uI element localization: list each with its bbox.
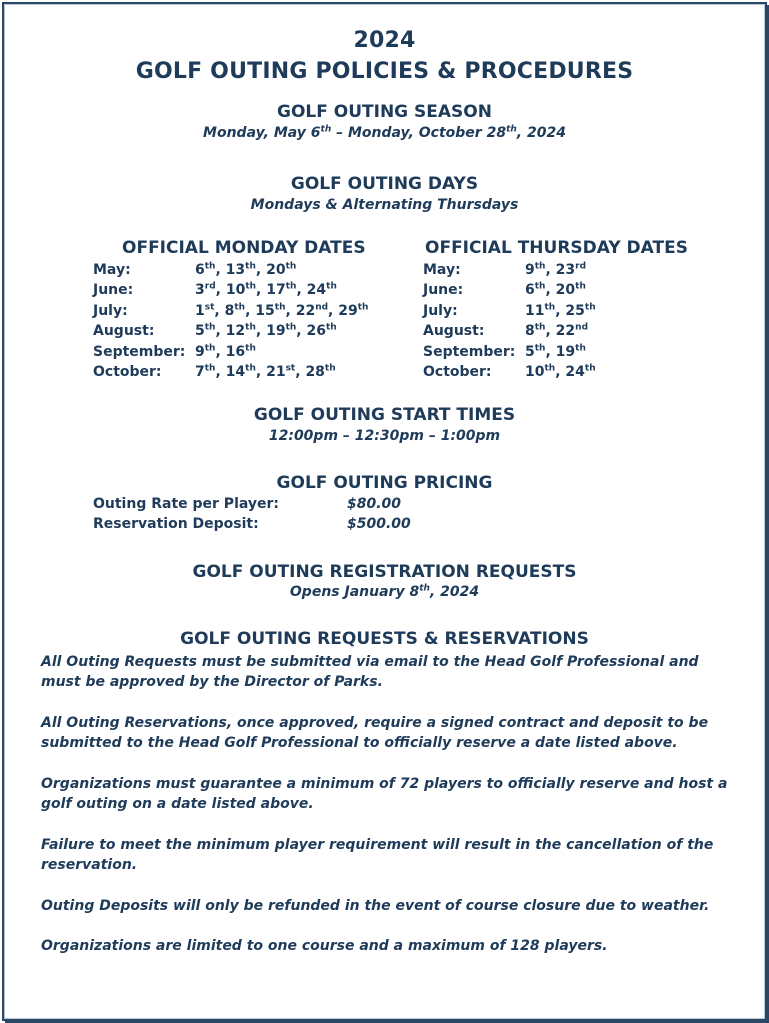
days-heading: GOLF OUTING DAYS — [290, 174, 479, 194]
policy-paragraph: All Outing Requests must be submitted via email to the Head Golf Professional and must be approved by the Director of Parks. — [41, 654, 699, 690]
date-values: 1st, 8th, 15th, 22nd, 29th — [195, 302, 369, 319]
month-label: July: — [93, 302, 128, 319]
policy-paragraph: Organizations are limited to one course and a maximum of 128 players. — [41, 938, 608, 954]
date-values: 5th, 19th — [525, 342, 586, 360]
policy-paragraph: All Outing Reservations, once approved, require a signed contract and deposit to be submitted to the Head Golf Professional to officially reserve a date listed above. — [41, 715, 709, 751]
month-label: May: — [93, 262, 131, 278]
start-times-text: 12:00pm – 12:30pm – 1:00pm — [268, 428, 501, 444]
season-heading: GOLF OUTING SEASON — [277, 102, 492, 122]
thursday-dates-heading: OFFICIAL THURSDAY DATES — [425, 238, 688, 258]
date-values: 8th, 22nd — [525, 322, 589, 340]
season-dates: Monday, May 6th – Monday, October 28th, 2024 — [203, 124, 566, 141]
pricing-rate-row — [93, 496, 401, 512]
date-row — [93, 364, 336, 380]
date-values: 9th, 16th — [195, 342, 256, 360]
date-row — [423, 303, 596, 319]
month-label: June: — [423, 282, 464, 299]
pricing-rate-value: $80.00 — [347, 496, 402, 512]
document-title: GOLF OUTING POLICIES & PROCEDURES — [135, 59, 634, 84]
date-row — [423, 364, 596, 380]
month-label: October: — [423, 364, 492, 380]
policy-paragraph: Failure to meet the minimum player requirement will result in the cancellation of the reservation. — [41, 837, 714, 873]
date-row — [93, 344, 256, 360]
date-row — [423, 344, 586, 360]
month-label: May: — [423, 262, 461, 278]
pricing-heading: GOLF OUTING PRICING — [276, 473, 493, 493]
monday-dates-heading: OFFICIAL MONDAY DATES — [122, 238, 366, 258]
requests-heading: GOLF OUTING REQUESTS & RESERVATIONS — [180, 629, 589, 649]
date-values: 6th, 13th, 20th — [195, 261, 297, 278]
month-label: September: — [423, 343, 516, 360]
date-values: 6th, 20th — [525, 281, 586, 299]
date-row — [93, 303, 368, 319]
registration-text: Opens January 8th, 2024 — [289, 583, 480, 600]
month-label: October: — [93, 364, 162, 380]
date-values: 9th, 23rd — [525, 261, 587, 278]
policy-paragraph: Organizations must guarantee a minimum of 72 players to officially reserve and host a golf outing on a date listed above. — [41, 776, 728, 812]
date-values: 7th, 14th, 21st, 28th — [195, 363, 336, 380]
month-label: September: — [93, 343, 186, 360]
start-times-heading: GOLF OUTING START TIMES — [253, 405, 516, 425]
days-text: Mondays & Alternating Thursdays — [250, 197, 519, 213]
date-row — [93, 262, 296, 278]
policy-paragraph: Outing Deposits will only be refunded in the event of course closure due to weather. — [41, 898, 710, 914]
month-label: August: — [423, 323, 485, 340]
date-values: 11th, 25th — [525, 302, 596, 319]
date-row — [93, 323, 337, 339]
pricing-rate-label: Outing Rate per Player: — [93, 496, 280, 512]
date-row — [93, 282, 337, 298]
registration-heading: GOLF OUTING REGISTRATION REQUESTS — [192, 562, 577, 582]
document-year: 2024 — [353, 28, 416, 53]
date-values: 3rd, 10th, 17th, 24th — [195, 281, 337, 299]
date-values: 10th, 24th — [525, 363, 596, 380]
pricing-deposit-value: $500.00 — [347, 516, 411, 532]
month-label: July: — [423, 302, 458, 319]
pricing-deposit-row — [93, 516, 411, 532]
date-row — [423, 323, 588, 339]
date-row — [423, 262, 586, 278]
date-row — [423, 282, 586, 298]
month-label: August: — [93, 323, 155, 340]
date-values: 5th, 12th, 19th, 26th — [195, 322, 337, 340]
pricing-deposit-label: Reservation Deposit: — [93, 516, 259, 532]
month-label: June: — [93, 282, 134, 299]
